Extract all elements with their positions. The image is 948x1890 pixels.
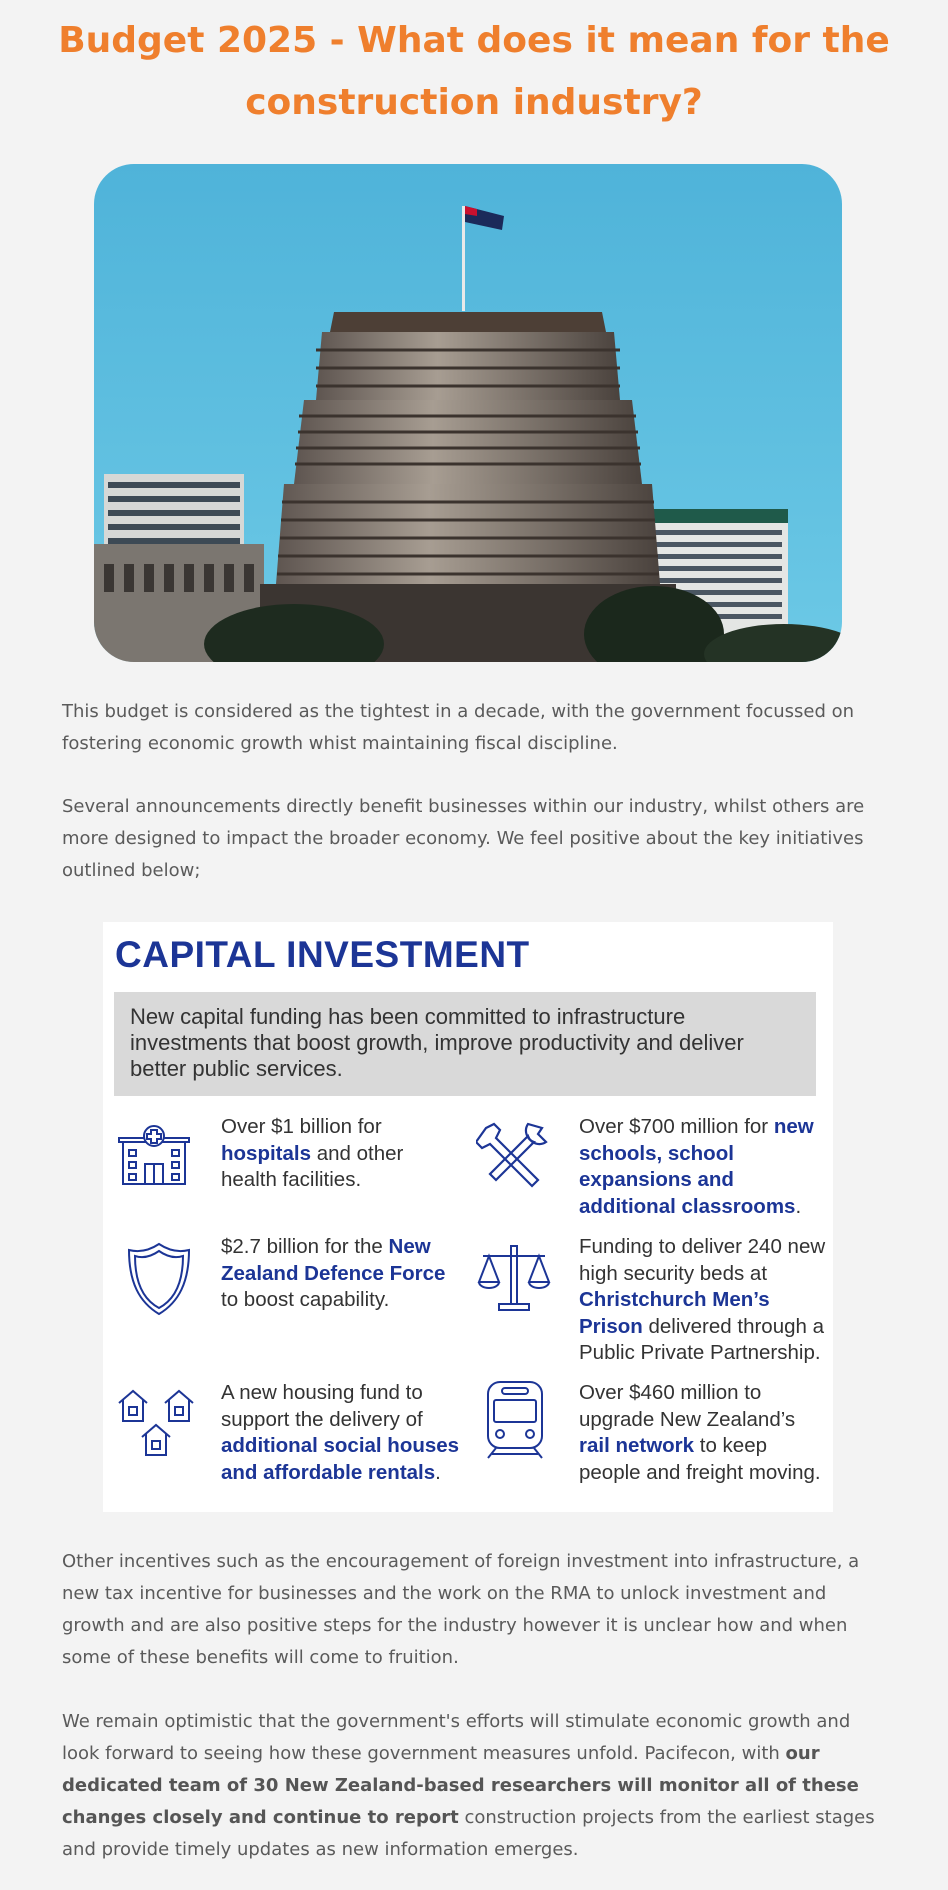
tools-icon <box>476 1120 552 1194</box>
item-housing-highlight: additional social houses and affordable rentals <box>221 1434 460 1484</box>
beehive-building-illustration <box>94 164 842 662</box>
item-defence <box>221 1234 461 1314</box>
outlook-text-end: construction projects from the earliest stages and provide timely updates as new information emerges. <box>62 1807 875 1860</box>
item-housing-post: . <box>435 1460 441 1484</box>
page-title: Budget 2025 - What does it mean for the construction industry? <box>58 20 890 123</box>
item-schools-highlight: new schools, school expansions and additional classrooms <box>579 1115 814 1218</box>
infographic-intro: New capital funding has been committed to infrastructure investments that boost growth, improve productivity and deliver better public services. <box>114 992 816 1096</box>
capital-investment-infographic <box>103 922 833 1512</box>
intro-paragraph: This budget is considered as the tightest in a decade, with the government focussed on fostering economic growth whist maintaining fiscal discipline. <box>62 701 855 754</box>
item-rail-post: to keep people and freight moving. <box>579 1434 821 1484</box>
item-prison <box>579 1234 833 1367</box>
item-defence-post: to boost capability. <box>221 1288 390 1311</box>
item-prison-pre: Funding to deliver 240 new high security beds at <box>579 1235 826 1285</box>
hero-image <box>94 164 842 662</box>
infographic-heading: CAPITAL INVESTMENT <box>115 934 530 975</box>
incentives-paragraph: Other incentives such as the encouragement of foreign investment into infrastructure, a new tax incentive for businesses and the work on the RMA to unlock investment and growth and are also positive steps for the industry however it is unclear how and when some of these benefits will come to fruition. <box>62 1551 860 1668</box>
benefits-paragraph: Several announcements directly benefit businesses within our industry, whilst others are more designed to impact the broader economy. We feel positive about the key initiatives outlined below; <box>62 796 865 881</box>
outlook-paragraph <box>62 1706 886 1866</box>
outlook-text-start: We remain optimistic that the government's efforts will stimulate economic growth and look forward to seeing how these government measures unfold. Pacifecon, with <box>62 1711 851 1764</box>
scales-icon <box>477 1240 551 1314</box>
hospital-icon <box>117 1124 191 1186</box>
item-hospitals-pre: Over $1 billion for <box>221 1115 382 1138</box>
item-rail <box>579 1380 829 1486</box>
outlook-text-bold: our dedicated team of 30 New Zealand-based researchers will monitor all of these changes closely and continue to report <box>62 1743 859 1828</box>
item-defence-highlight: New Zealand Defence Force <box>221 1235 446 1285</box>
item-rail-pre: Over $460 million to upgrade New Zealand’s <box>579 1381 796 1431</box>
item-rail-highlight: rail network <box>579 1434 695 1457</box>
item-housing <box>221 1380 471 1486</box>
train-icon <box>484 1380 546 1460</box>
item-hospitals-post: and other health facilities. <box>221 1141 404 1191</box>
item-schools <box>579 1114 827 1220</box>
shield-icon <box>127 1242 191 1316</box>
item-prison-highlight: Christchurch Men’s Prison <box>579 1288 770 1338</box>
item-hospitals-highlight: hospitals <box>221 1141 311 1165</box>
item-defence-pre: $2.7 billion for the <box>221 1235 389 1258</box>
item-housing-pre: A new housing fund to support the delivery of <box>221 1381 423 1431</box>
item-schools-post: . <box>795 1194 802 1218</box>
item-schools-pre: Over $700 million for <box>579 1115 774 1138</box>
item-hospitals <box>221 1114 461 1194</box>
item-prison-post: delivered through a Public Private Partnership. <box>579 1314 825 1364</box>
houses-icon <box>117 1387 197 1459</box>
